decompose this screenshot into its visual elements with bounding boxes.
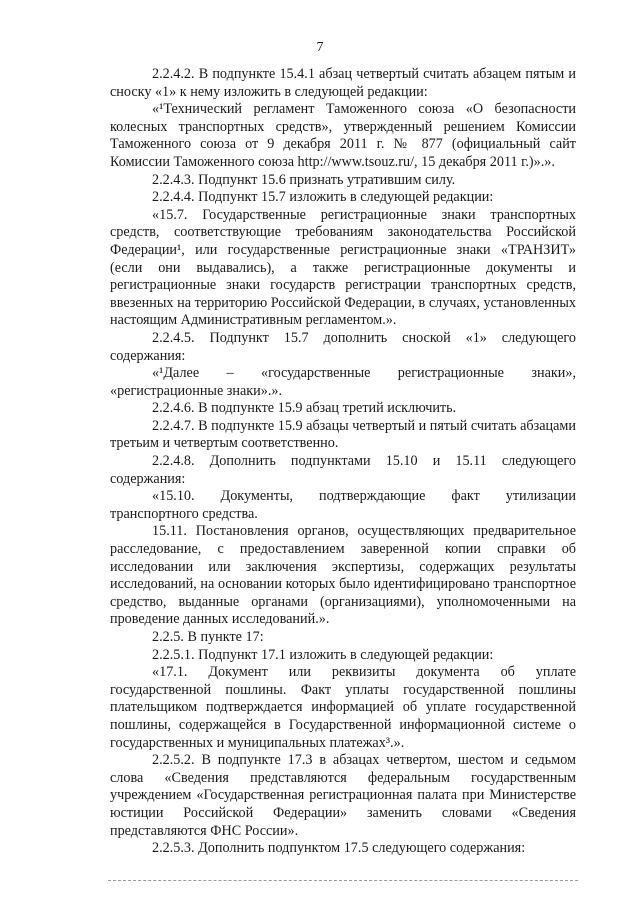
paragraph-2-2-4-4: 2.2.4.4. Подпункт 15.7 изложить в следующей редакции: xyxy=(152,189,494,206)
quote-subparagraph-15-11: 15.11. Постановления органов, осуществляющих предварительное расследование, с предоставлением заверенной копии справки об исследовании или заключения экспертизы, содержащих результаты исследований, на основании которых было идентифицировано транспортное средство, выданные органами (организациями), уполномоченными на проведение данных исследований.». xyxy=(110,523,576,628)
paragraph-2-2-5-1: 2.2.5.1. Подпункт 17.1 изложить в следующей редакции: xyxy=(152,646,494,663)
quote-footnote-registration-signs: «¹Далее – «государственные регистрационные знаки», «регистрационные знаки».». xyxy=(110,365,576,399)
footnote-separator xyxy=(108,880,578,881)
paragraph-2-2-4-3: 2.2.4.3. Подпункт 15.6 признать утратившим силу. xyxy=(152,171,456,188)
page-number: 7 xyxy=(316,40,324,55)
paragraph-2-2-5-2: 2.2.5.2. В подпункте 17.3 в абзацах четвертом, шестом и седьмом слова «Сведения представляются федеральным государственным учреждением «Государственная регистрационная палата при Министерстве юстиции Российской Федерации» заменить словами «Сведения представляются ФНС России». xyxy=(110,752,576,839)
paragraph-2-2-4-2: 2.2.4.2. В подпункте 15.4.1 абзац четвертый считать абзацем пятым и сноску «1» к нему изложить в следующей редакции: xyxy=(110,66,576,100)
paragraph-2-2-4-7: 2.2.4.7. В подпункте 15.9 абзацы четвертый и пятый считать абзацами третьим и четвертым соответственно. xyxy=(110,417,576,452)
paragraph-2-2-4-5: 2.2.4.5. Подпункт 15.7 дополнить сноской «1» следующего содержания: xyxy=(110,329,576,364)
paragraph-2-2-4-6: 2.2.4.6. В подпункте 15.9 абзац третий исключить. xyxy=(152,400,457,417)
paragraph-2-2-4-8: 2.2.4.8. Дополнить подпунктами 15.10 и 15.11 следующего содержания: xyxy=(110,453,576,487)
paragraph-2-2-5: 2.2.5. В пункте 17: xyxy=(152,629,264,645)
quote-subparagraph-17-1: «17.1. Документ или реквизиты документа об уплате государственной пошлины. Факт уплаты государственной пошлины плательщиком подтверждается информацией об уплате государственной пошлины, содержащейся в Государственной информационной системе о государственных и муниципальных платежах³.». xyxy=(110,664,576,751)
quote-subparagraph-15-10: «15.10. Документы, подтверждающие факт утилизации транспортного средства. xyxy=(110,488,576,522)
document-body xyxy=(110,66,576,858)
paragraph-2-2-5-3: 2.2.5.3. Дополнить подпунктом 17.5 следующего содержания: xyxy=(152,840,526,857)
quote-footnote-technical-regulation: «¹Технический регламент Таможенного союза «О безопасности колесных транспортных средств», утвержденный решением Комиссии Таможенного союза от 9 декабря 2011 г. № 877 (официальный сайт Комиссии Таможенного союза http://www.tsouz.ru/, 15 декабря 2011 г.)».». xyxy=(110,101,576,170)
quote-subparagraph-15-7: «15.7. Государственные регистрационные знаки транспортных средств, соответствующие требованиям законодательства Российской Федерации¹, или государственные регистрационные знаки «ТРАНЗИТ» (если они выдавались), а также регистрационные документы и регистрационные знаки государств регистрации транспортных средств, ввезенных на территорию Российской Федерации, в случаях, установленных настоящим Административным регламентом.». xyxy=(110,206,576,329)
